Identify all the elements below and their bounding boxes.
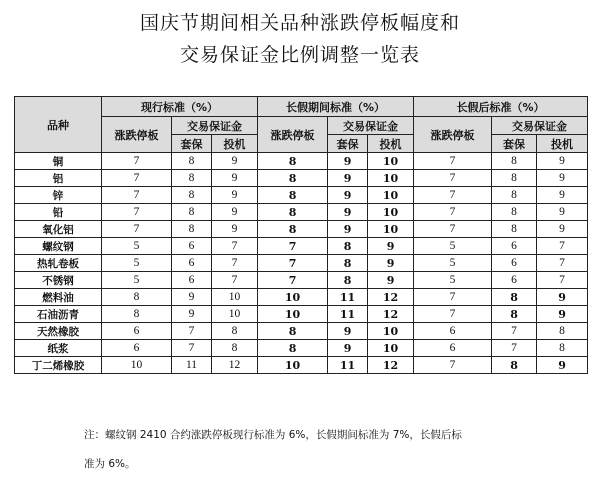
cell-hedge-after: 7 xyxy=(492,340,537,357)
limit-header-current: 涨跌停板 xyxy=(102,117,172,153)
title-line-2: 交易保证金比例调整一览表 xyxy=(179,44,420,66)
cell-limit-holiday: 8 xyxy=(258,170,328,187)
cell-spec-after: 7 xyxy=(537,272,588,289)
cell-limit-after: 7 xyxy=(414,170,492,187)
cell-spec-after: 8 xyxy=(537,323,588,340)
cell-limit-current: 7 xyxy=(102,170,172,187)
cell-spec-after: 8 xyxy=(537,340,588,357)
cell-spec-current: 12 xyxy=(212,357,258,374)
cell-hedge-current: 7 xyxy=(172,340,212,357)
cell-spec-after: 7 xyxy=(537,238,588,255)
cell-hedge-current: 6 xyxy=(172,238,212,255)
footnote-line-1: 注：螺纹钢 2410 合约涨跌停板现行标准为 6%，长假期间标准为 7%，长假后标 xyxy=(84,429,462,441)
cell-hedge-current: 9 xyxy=(172,306,212,323)
cell-hedge-after: 6 xyxy=(492,272,537,289)
cell-spec-current: 9 xyxy=(212,153,258,170)
cell-hedge-current: 8 xyxy=(172,170,212,187)
table-row xyxy=(15,306,588,323)
table-row xyxy=(15,153,588,170)
cell-spec-holiday: 10 xyxy=(368,204,414,221)
product-name-cell: 铝 xyxy=(15,170,102,187)
cell-limit-holiday: 8 xyxy=(258,204,328,221)
cell-limit-current: 6 xyxy=(102,323,172,340)
cell-hedge-after: 8 xyxy=(492,306,537,323)
cell-hedge-holiday: 9 xyxy=(328,221,368,238)
cell-spec-holiday: 10 xyxy=(368,170,414,187)
product-name-cell: 石油沥青 xyxy=(15,306,102,323)
product-column-header: 品种 xyxy=(15,97,102,153)
group-header-after: 长假后标准（%） xyxy=(414,97,588,117)
product-name-cell: 纸浆 xyxy=(15,340,102,357)
cell-limit-holiday: 8 xyxy=(258,187,328,204)
cell-spec-holiday: 10 xyxy=(368,153,414,170)
cell-hedge-after: 8 xyxy=(492,153,537,170)
cell-limit-holiday: 7 xyxy=(258,255,328,272)
cell-hedge-current: 8 xyxy=(172,221,212,238)
cell-hedge-after: 7 xyxy=(492,323,537,340)
cell-limit-holiday: 8 xyxy=(258,340,328,357)
product-name-cell: 热轧卷板 xyxy=(15,255,102,272)
cell-spec-after: 9 xyxy=(537,170,588,187)
cell-limit-after: 6 xyxy=(414,340,492,357)
cell-spec-current: 9 xyxy=(212,221,258,238)
cell-limit-holiday: 7 xyxy=(258,238,328,255)
adjustment-table xyxy=(14,96,588,374)
cell-limit-current: 5 xyxy=(102,255,172,272)
cell-spec-holiday: 10 xyxy=(368,187,414,204)
cell-spec-holiday: 10 xyxy=(368,221,414,238)
cell-spec-holiday: 12 xyxy=(368,289,414,306)
cell-limit-current: 8 xyxy=(102,306,172,323)
cell-limit-current: 7 xyxy=(102,187,172,204)
cell-spec-holiday: 12 xyxy=(368,357,414,374)
cell-spec-current: 7 xyxy=(212,255,258,272)
cell-limit-after: 7 xyxy=(414,357,492,374)
cell-hedge-holiday: 11 xyxy=(328,289,368,306)
cell-limit-holiday: 10 xyxy=(258,306,328,323)
table-row xyxy=(15,221,588,238)
cell-hedge-current: 9 xyxy=(172,289,212,306)
cell-hedge-after: 6 xyxy=(492,238,537,255)
cell-spec-holiday: 12 xyxy=(368,306,414,323)
hedge-header-after: 套保 xyxy=(492,135,537,153)
table-body xyxy=(15,153,588,374)
cell-spec-holiday: 9 xyxy=(368,238,414,255)
spec-header-current: 投机 xyxy=(212,135,258,153)
cell-hedge-current: 8 xyxy=(172,204,212,221)
cell-spec-after: 9 xyxy=(537,357,588,374)
cell-limit-after: 5 xyxy=(414,238,492,255)
cell-limit-holiday: 8 xyxy=(258,221,328,238)
product-name-cell: 天然橡胶 xyxy=(15,323,102,340)
product-name-cell: 铜 xyxy=(15,153,102,170)
limit-header-holiday: 涨跌停板 xyxy=(258,117,328,153)
table-row xyxy=(15,272,588,289)
cell-limit-current: 10 xyxy=(102,357,172,374)
hedge-header-current: 套保 xyxy=(172,135,212,153)
cell-limit-after: 5 xyxy=(414,255,492,272)
title-line-1: 国庆节期间相关品种涨跌停板幅度和 xyxy=(139,12,460,34)
cell-hedge-after: 8 xyxy=(492,187,537,204)
cell-spec-after: 9 xyxy=(537,306,588,323)
table-row xyxy=(15,357,588,374)
limit-header-after: 涨跌停板 xyxy=(414,117,492,153)
cell-spec-holiday: 9 xyxy=(368,255,414,272)
cell-hedge-holiday: 9 xyxy=(328,170,368,187)
cell-hedge-holiday: 9 xyxy=(328,153,368,170)
cell-limit-current: 7 xyxy=(102,204,172,221)
product-name-cell: 铅 xyxy=(15,204,102,221)
cell-limit-after: 7 xyxy=(414,289,492,306)
cell-hedge-holiday: 9 xyxy=(328,187,368,204)
cell-hedge-current: 8 xyxy=(172,153,212,170)
cell-hedge-after: 8 xyxy=(492,221,537,238)
cell-spec-after: 7 xyxy=(537,255,588,272)
cell-spec-after: 9 xyxy=(537,204,588,221)
cell-limit-current: 7 xyxy=(102,221,172,238)
cell-limit-after: 7 xyxy=(414,153,492,170)
cell-limit-current: 7 xyxy=(102,153,172,170)
cell-hedge-holiday: 9 xyxy=(328,204,368,221)
spec-header-holiday: 投机 xyxy=(368,135,414,153)
cell-spec-current: 10 xyxy=(212,306,258,323)
cell-spec-current: 8 xyxy=(212,323,258,340)
cell-hedge-after: 8 xyxy=(492,170,537,187)
product-name-cell: 燃料油 xyxy=(15,289,102,306)
cell-hedge-current: 6 xyxy=(172,272,212,289)
cell-limit-holiday: 10 xyxy=(258,289,328,306)
group-header-holiday: 长假期间标准（%） xyxy=(258,97,414,117)
cell-hedge-after: 8 xyxy=(492,357,537,374)
cell-spec-holiday: 10 xyxy=(368,323,414,340)
cell-spec-current: 8 xyxy=(212,340,258,357)
cell-hedge-holiday: 9 xyxy=(328,340,368,357)
table-row xyxy=(15,170,588,187)
cell-spec-current: 10 xyxy=(212,289,258,306)
table-row xyxy=(15,238,588,255)
margin-header-holiday: 交易保证金 xyxy=(328,117,414,135)
cell-limit-holiday: 7 xyxy=(258,272,328,289)
cell-limit-after: 7 xyxy=(414,204,492,221)
product-name-cell: 氧化铝 xyxy=(15,221,102,238)
product-name-cell: 锌 xyxy=(15,187,102,204)
cell-limit-after: 7 xyxy=(414,306,492,323)
margin-header-current: 交易保证金 xyxy=(172,117,258,135)
group-header-current: 现行标准（%） xyxy=(102,97,258,117)
cell-limit-holiday: 8 xyxy=(258,153,328,170)
table-row xyxy=(15,323,588,340)
cell-limit-after: 5 xyxy=(414,272,492,289)
margin-header-after: 交易保证金 xyxy=(492,117,588,135)
cell-limit-holiday: 8 xyxy=(258,323,328,340)
cell-hedge-current: 7 xyxy=(172,323,212,340)
cell-spec-current: 9 xyxy=(212,170,258,187)
cell-hedge-holiday: 11 xyxy=(328,357,368,374)
cell-spec-after: 9 xyxy=(537,153,588,170)
cell-spec-after: 9 xyxy=(537,289,588,306)
cell-hedge-current: 6 xyxy=(172,255,212,272)
cell-hedge-after: 8 xyxy=(492,204,537,221)
table-row xyxy=(15,255,588,272)
table-row xyxy=(15,187,588,204)
cell-hedge-current: 11 xyxy=(172,357,212,374)
footnote-line-2: 准为 6%。 xyxy=(84,458,136,470)
cell-spec-after: 9 xyxy=(537,187,588,204)
cell-hedge-after: 6 xyxy=(492,255,537,272)
cell-hedge-holiday: 11 xyxy=(328,306,368,323)
cell-hedge-holiday: 8 xyxy=(328,272,368,289)
cell-spec-current: 9 xyxy=(212,187,258,204)
cell-limit-current: 5 xyxy=(102,238,172,255)
hedge-header-holiday: 套保 xyxy=(328,135,368,153)
cell-spec-current: 7 xyxy=(212,272,258,289)
product-name-cell: 不锈钢 xyxy=(15,272,102,289)
cell-limit-holiday: 10 xyxy=(258,357,328,374)
cell-limit-current: 6 xyxy=(102,340,172,357)
cell-hedge-holiday: 8 xyxy=(328,255,368,272)
product-name-cell: 丁二烯橡胶 xyxy=(15,357,102,374)
cell-limit-after: 6 xyxy=(414,323,492,340)
table-row xyxy=(15,289,588,306)
cell-spec-after: 9 xyxy=(537,221,588,238)
cell-limit-current: 8 xyxy=(102,289,172,306)
cell-limit-after: 7 xyxy=(414,221,492,238)
cell-spec-current: 7 xyxy=(212,238,258,255)
spec-header-after: 投机 xyxy=(537,135,588,153)
table-row xyxy=(15,204,588,221)
cell-hedge-after: 8 xyxy=(492,289,537,306)
cell-spec-holiday: 10 xyxy=(368,340,414,357)
table-row xyxy=(15,340,588,357)
cell-hedge-current: 8 xyxy=(172,187,212,204)
cell-limit-current: 5 xyxy=(102,272,172,289)
cell-spec-holiday: 9 xyxy=(368,272,414,289)
product-name-cell: 螺纹钢 xyxy=(15,238,102,255)
cell-spec-current: 9 xyxy=(212,204,258,221)
cell-limit-after: 7 xyxy=(414,187,492,204)
cell-hedge-holiday: 9 xyxy=(328,323,368,340)
cell-hedge-holiday: 8 xyxy=(328,238,368,255)
